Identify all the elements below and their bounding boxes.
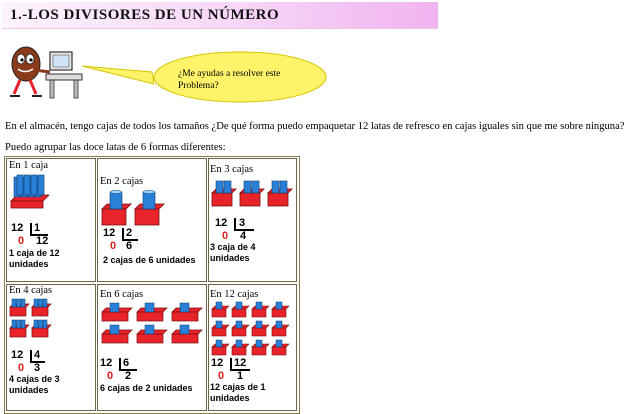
box-icon xyxy=(9,297,53,339)
box-icon xyxy=(211,178,295,210)
cell-label: En 3 cajas xyxy=(210,164,254,175)
quotient: 6 xyxy=(126,240,133,252)
divisor: 4 xyxy=(34,349,41,361)
character-illustration xyxy=(6,42,84,102)
remainder: 0 xyxy=(218,370,225,382)
dividend: 12 xyxy=(100,357,113,369)
dividend: 12 xyxy=(211,357,224,369)
intro-text: Puedo agrupar las doce latas de 6 formas diferentes: xyxy=(5,142,226,153)
quotient: 12 xyxy=(36,235,49,247)
remainder: 0 xyxy=(110,240,117,252)
speech-bubble-line2: Problema? xyxy=(178,81,219,91)
cell-caption xyxy=(210,242,256,263)
quotient: 3 xyxy=(34,362,41,374)
quotient: 1 xyxy=(237,370,244,382)
dividend: 12 xyxy=(11,222,24,234)
grouping-cell-1 xyxy=(6,158,96,282)
caption-line: 6 cajas de 2 unidades xyxy=(100,383,193,393)
caption-line: unidades xyxy=(9,384,49,395)
groupings-table xyxy=(4,156,300,414)
cell-label: En 6 cajas xyxy=(100,289,144,300)
quotient: 4 xyxy=(240,230,247,242)
title-banner xyxy=(2,2,438,29)
remainder: 0 xyxy=(18,362,25,374)
cell-label: En 12 cajas xyxy=(210,289,259,300)
caption-line: 12 cajas de 1 xyxy=(210,382,266,392)
speech-bubble-text xyxy=(178,68,308,92)
caption-line: 3 caja de 4 xyxy=(210,242,256,252)
dividend: 12 xyxy=(11,349,24,361)
cell-caption xyxy=(9,248,60,269)
grouping-cell-2 xyxy=(97,158,207,282)
cell-caption xyxy=(103,255,196,266)
quotient: 2 xyxy=(125,370,132,382)
cell-caption xyxy=(210,382,266,403)
dividend: 12 xyxy=(103,227,116,239)
caption-line: 2 cajas de 6 unidades xyxy=(103,255,196,265)
cell-label: En 2 cajas xyxy=(100,176,144,187)
grouping-cell-6 xyxy=(208,284,297,411)
box-icon xyxy=(9,173,51,209)
caption-line: 1 caja de 12 xyxy=(9,248,60,258)
box-icon xyxy=(101,301,205,345)
page-title: 1.-LOS DIVISORES DE UN NÚMERO xyxy=(10,7,280,23)
divisor: 12 xyxy=(234,357,247,369)
caption-line: unidades xyxy=(210,392,250,403)
caption-line: 4 cajas de 3 xyxy=(9,374,60,384)
remainder: 0 xyxy=(222,230,229,242)
remainder: 0 xyxy=(107,370,114,382)
divisor: 2 xyxy=(126,227,133,239)
caption-line: unidades xyxy=(210,252,250,263)
cell-label: En 4 cajas xyxy=(9,285,53,296)
divisor: 6 xyxy=(123,357,130,369)
remainder: 0 xyxy=(18,235,25,247)
grouping-cell-4 xyxy=(6,284,96,411)
box-icon xyxy=(211,301,295,357)
problem-statement: En el almacén, tengo cajas de todos los tamaños ¿De qué forma puedo empaquetar 12 latas de refresco en cajas iguales sin que me sobre ninguna? xyxy=(5,121,625,132)
cell-caption xyxy=(9,374,60,395)
grouping-cell-5 xyxy=(97,284,207,411)
box-icon xyxy=(101,189,167,229)
cell-label: En 1 caja xyxy=(9,160,49,171)
caption-line: unidades xyxy=(9,258,49,269)
cell-caption xyxy=(100,383,193,394)
divisor: 1 xyxy=(34,222,41,234)
dividend: 12 xyxy=(215,217,228,229)
grouping-cell-3 xyxy=(208,158,297,282)
divisor: 3 xyxy=(239,217,246,229)
speech-bubble-line1: ¿Me ayudas a resolver este xyxy=(178,69,281,79)
